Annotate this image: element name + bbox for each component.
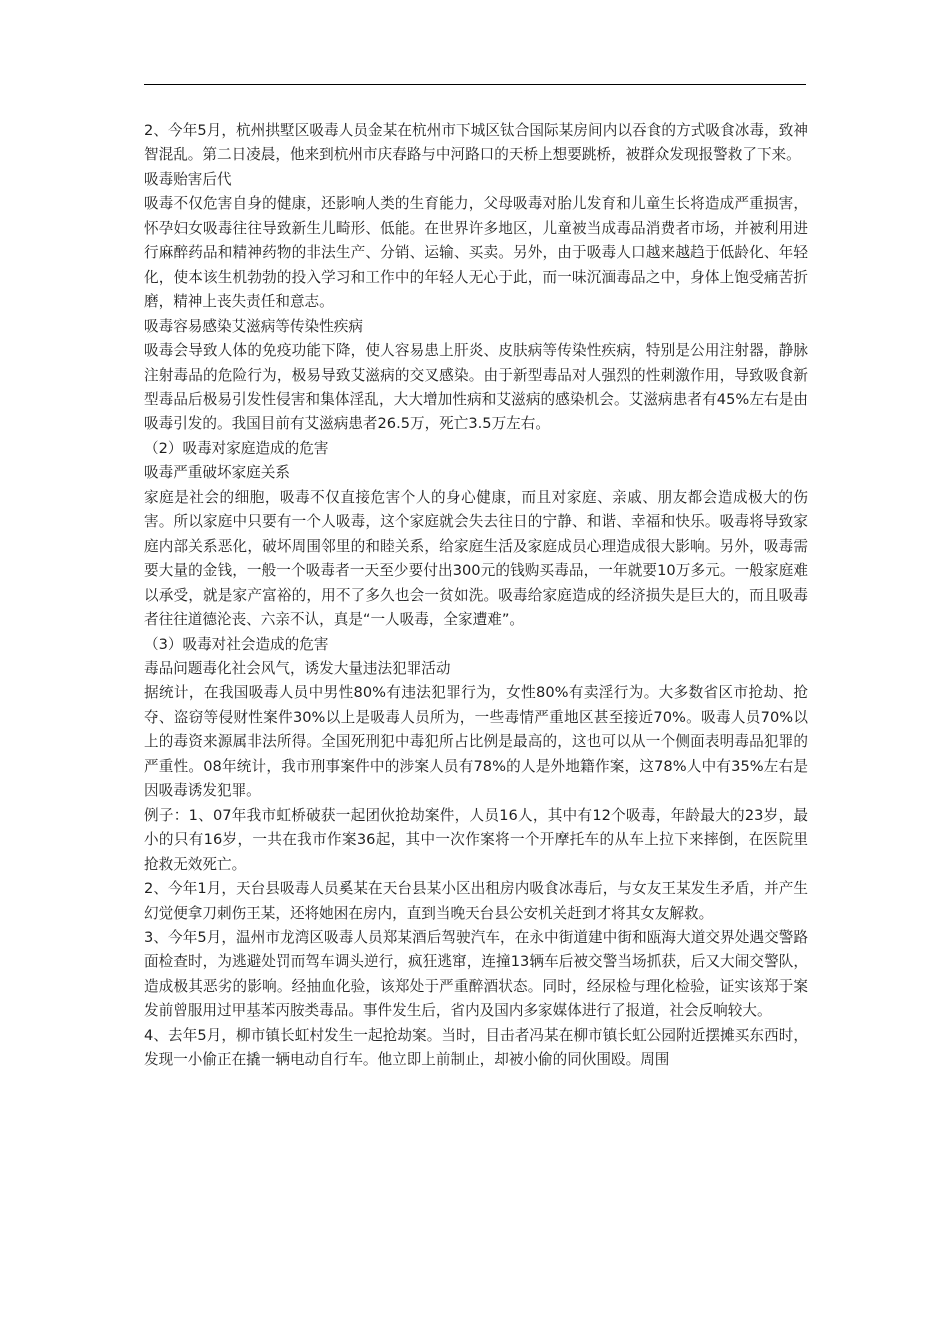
header-rule <box>144 84 806 85</box>
paragraph-harm-offspring: 吸毒不仅危害自身的健康，还影响人类的生育能力，父母吸毒对胎儿发育和儿童生长将造成严重损害，怀孕妇女吸毒往往导致新生儿畸形、低能。在世界许多地区，儿童被当成毒品消费者市场，并被利用进行麻醉药品和精神药物的非法生产、分销、运输、买卖。另外，由于吸毒人口越来越趋于低龄化、年轻化，使本该生机勃勃的投入学习和工作中的年轻人无心于此，而一味沉湎毒品之中，身体上饱受痛苦折磨，精神上丧失责任和意志。 <box>144 195 808 311</box>
heading-family-harm: （2）吸毒对家庭造成的危害 <box>144 439 329 457</box>
paragraph-case-hangzhou: 2、今年5月，杭州拱墅区吸毒人员金某在杭州市下城区钛合国际某房间内以吞食的方式吸食冰毒，致神智混乱。第二日凌晨，他来到杭州市庆春路与中河路口的天桥上想要跳桥，被群众发现报警救了下来。 <box>144 122 808 164</box>
paragraph-aids-infection: 吸毒会导致人体的免疫功能下降，使人容易患上肝炎、皮肤病等传染性疾病，特别是公用注射器，静脉注射毒品的危险行为，极易导致艾滋病的交叉感染。由于新型毒品对人强烈的性刺激作用，导致吸食新型毒品后极易引发性侵害和集体淫乱，大大增加性病和艾滋病的感染机会。艾滋病患者有45%左右是由吸毒引发的。我国目前有艾滋病患者26.5万，死亡3.5万左右。 <box>144 342 808 433</box>
heading-harm-offspring: 吸毒贻害后代 <box>144 170 232 188</box>
heading-society-harm: （3）吸毒对社会造成的危害 <box>144 635 329 653</box>
paragraph-crime-statistics: 据统计，在我国吸毒人员中男性80%有违法犯罪行为，女性80%有卖淫行为。大多数省区市抢劫、抢夺、盗窃等侵财性案件30%以上是吸毒人员所为，一些毒情严重地区甚至接近70%。吸毒人员70%以上的毒资来源属非法所得。全国死刑犯中毒犯所占比例是最高的，这也可以从一个侧面表明毒品犯罪的严重性。08年统计，我市刑事案件中的涉案人员有78%的人是外地籍作案，这78%人中有35%左右是因吸毒诱发犯罪。 <box>144 684 808 800</box>
paragraph-example-3: 3、今年5月，温州市龙湾区吸毒人员郑某酒后驾驶汽车，在永中街道建中街和瓯海大道交界处遇交警路面检查时，为逃避处罚而驾车调头逆行，疯狂逃窜，连撞13辆车后被交警当场抓获，后又大闹交警队，造成极其恶劣的影响。经抽血化验，该郑处于严重醉酒状态。同时，经尿检与理化检验，证实该郑于案发前曾服用过甲基苯丙胺类毒品。事件发生后，省内及国内多家媒体进行了报道，社会反响较大。 <box>144 928 808 1020</box>
document-body <box>144 119 808 1073</box>
paragraph-example-1: 例子：1、07年我市虹桥破获一起团伙抢劫案件，人员16人，其中有12个吸毒，年龄最大的23岁，最小的只有16岁，一共在我市作案36起，其中一次作案将一个开摩托车的从车上拉下来摔倒，在医院里抢救无效死亡。 <box>144 806 808 873</box>
heading-aids-infection: 吸毒容易感染艾滋病等传染性疾病 <box>144 317 363 335</box>
heading-family-relations: 吸毒严重破坏家庭关系 <box>144 464 290 482</box>
paragraph-family-relations: 家庭是社会的细胞，吸毒不仅直接危害个人的身心健康，而且对家庭、亲戚、朋友都会造成极大的伤害。所以家庭中只要有一个人吸毒，这个家庭就会失去往日的宁静、和谐、幸福和快乐。吸毒将导致家庭内部关系恶化，破坏周围邻里的和睦关系，给家庭生活及家庭成员心理造成很大影响。另外，吸毒需要大量的金钱，一般一个吸毒者一天至少要付出300元的钱购买毒品，一年就要10万多元。一般家庭难以承受，就是家产富裕的，用不了多久也会一贫如洗。吸毒给家庭造成的经济损失是巨大的，而且吸毒者往往道德沦丧、六亲不认，真是“一人吸毒，全家遭难”。 <box>144 488 808 629</box>
heading-crime: 毒品问题毒化社会风气，诱发大量违法犯罪活动 <box>144 659 451 677</box>
paragraph-example-2: 2、今年1月，天台县吸毒人员奚某在天台县某小区出租房内吸食冰毒后，与女友王某发生矛盾，并产生幻觉便拿刀刺伤王某，还将她困在房内，直到当晚天台县公安机关赶到才将其女友解救。 <box>144 880 808 922</box>
paragraph-example-4: 4、去年5月，柳市镇长虹村发生一起抢劫案。当时，目击者冯某在柳市镇长虹公园附近摆摊买东西时，发现一小偷正在撬一辆电动自行车。他立即上前制止，却被小偷的同伙围殴。周围 <box>144 1026 808 1069</box>
